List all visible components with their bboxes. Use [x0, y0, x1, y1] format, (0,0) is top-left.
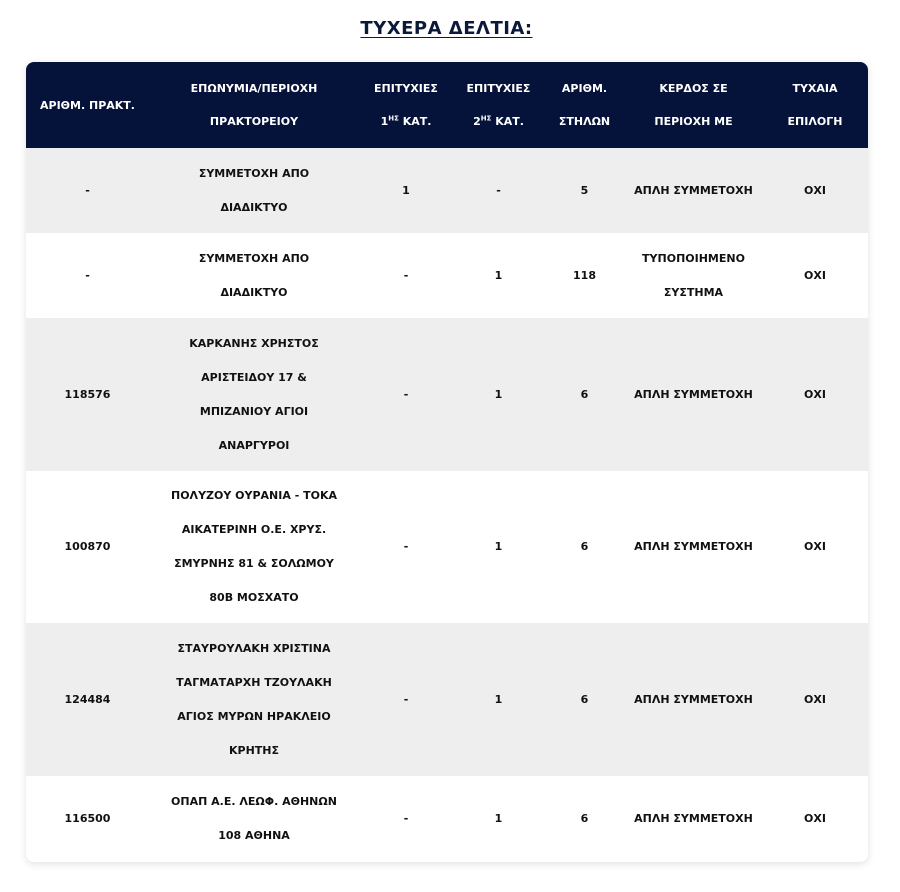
cell-columns: 6	[580, 692, 589, 706]
cell-agency-name: ΣΤΑΥΡΟΥΛΑΚΗ ΧΡΙΣΤΙΝΑ ΤΑΓΜΑΤΑΡΧΗ ΤΖΟΥΛΑΚΗ ΑΓΙΟΣ ΜΥΡΩΝ ΗΡΑΚΛΕΙΟ ΚΡΗΤΗΣ	[176, 641, 332, 757]
cell-random-pick: ΟΧΙ	[804, 540, 826, 553]
cell-wins-1st: -	[403, 692, 409, 706]
cell-wins-2nd: 1	[494, 692, 503, 706]
header-random-pick: ΤΥΧΑΙΑ ΕΠΙΛΟΓΗ	[787, 82, 843, 128]
cell-random-pick: ΟΧΙ	[804, 183, 826, 197]
cell-wins-2nd: -	[496, 183, 501, 197]
page-title: ΤΥΧΕΡΑ ΔΕΛΤΙΑ:	[360, 18, 533, 39]
cell-agency-no: -	[85, 268, 90, 282]
cell-agency-no: 116500	[64, 812, 111, 825]
cell-agency-name: ΟΠΑΠ Α.Ε. ΛΕΩΦ. ΑΘΗΝΩΝ 108 ΑΘΗΝΑ	[171, 795, 337, 842]
cell-agency-name: ΣΥΜΜΕΤΟΧΗ ΑΠΟ ΔΙΑΔΙΚΤΥΟ	[198, 251, 310, 299]
table-row	[26, 233, 868, 318]
header-agency-name: ΕΠΩΝΥΜΙΑ/ΠΕΡΙΟΧΗ ΠΡΑΚΤΟΡΕΙΟΥ	[190, 82, 318, 128]
table-row	[26, 318, 868, 471]
table-row	[26, 148, 868, 233]
cell-wins-2nd: 1	[494, 387, 503, 401]
cell-prize: ΑΠΛΗ ΣΥΜΜΕΤΟΧΗ	[634, 183, 753, 197]
cell-prize: ΤΥΠΟΠΟΙΗΜΕΝΟ ΣΥΣΤΗΜΑ	[642, 251, 745, 299]
cell-wins-1st: -	[403, 540, 409, 553]
header-agency-no: ΑΡΙΘΜ. ΠΡΑΚΤ.	[40, 98, 135, 112]
cell-wins-1st: -	[403, 812, 409, 825]
cell-random-pick: ΟΧΙ	[804, 268, 826, 282]
winning-tickets-table	[26, 62, 868, 862]
cell-prize: ΑΠΛΗ ΣΥΜΜΕΤΟΧΗ	[634, 812, 753, 825]
cell-agency-no: 100870	[64, 540, 111, 553]
table-row	[26, 623, 868, 776]
cell-wins-1st: 1	[402, 183, 410, 197]
cell-columns: 6	[580, 812, 589, 825]
cell-wins-1st: -	[403, 268, 409, 282]
header-columns: ΑΡΙΘΜ. ΣΤΗΛΩΝ	[558, 82, 611, 128]
cell-random-pick: ΟΧΙ	[804, 692, 826, 706]
cell-random-pick: ΟΧΙ	[804, 387, 826, 401]
cell-agency-no: -	[85, 183, 90, 197]
cell-agency-name: ΠΟΛΥΖΟΥ ΟΥΡΑΝΙΑ - ΤΟΚΑ ΑΙΚΑΤΕΡΙΝΗ Ο.Ε. ΧΡΥΣ. ΣΜΥΡΝΗΣ 81 & ΣΟΛΩΜΟΥ 80Β ΜΟΣΧΑΤΟ	[171, 489, 337, 604]
table-header-row	[26, 62, 868, 148]
cell-columns: 6	[580, 387, 589, 401]
header-wins-1st: ΕΠΙΤΥΧΙΕΣ $1^{H\Sigma}$ ΚΑΤ.	[374, 82, 438, 128]
cell-wins-2nd: 1	[494, 268, 503, 282]
cell-columns: 118	[573, 268, 596, 282]
cell-wins-2nd: 1	[494, 812, 503, 825]
cell-agency-no: 124484	[64, 692, 111, 706]
cell-wins-1st: -	[403, 387, 409, 401]
cell-agency-no: 118576	[64, 387, 111, 401]
header-prize: ΚΕΡΔΟΣ ΣΕ ΠΕΡΙΟΧΗ ΜΕ	[654, 82, 733, 128]
cell-prize: ΑΠΛΗ ΣΥΜΜΕΤΟΧΗ	[634, 387, 753, 401]
cell-columns: 5	[580, 183, 589, 197]
cell-agency-name: ΚΑΡΚΑΝΗΣ ΧΡΗΣΤΟΣ ΑΡΙΣΤΕΙΔΟΥ 17 & ΜΠΙΖΑΝΙΟΥ ΑΓΙΟΙ ΑΝΑΡΓΥΡΟΙ	[189, 336, 319, 452]
table-row	[26, 776, 868, 862]
cell-prize: ΑΠΛΗ ΣΥΜΜΕΤΟΧΗ	[634, 692, 753, 706]
header-wins-2nd: ΕΠΙΤΥΧΙΕΣ $2^{H\Sigma}$ ΚΑΤ.	[466, 82, 531, 128]
cell-agency-name: ΣΥΜΜΕΤΟΧΗ ΑΠΟ ΔΙΑΔΙΚΤΥΟ	[198, 166, 310, 214]
cell-random-pick: ΟΧΙ	[804, 812, 826, 825]
table-row	[26, 471, 868, 623]
cell-columns: 6	[580, 540, 589, 553]
cell-prize: ΑΠΛΗ ΣΥΜΜΕΤΟΧΗ	[634, 540, 753, 553]
cell-wins-2nd: 1	[494, 540, 503, 553]
